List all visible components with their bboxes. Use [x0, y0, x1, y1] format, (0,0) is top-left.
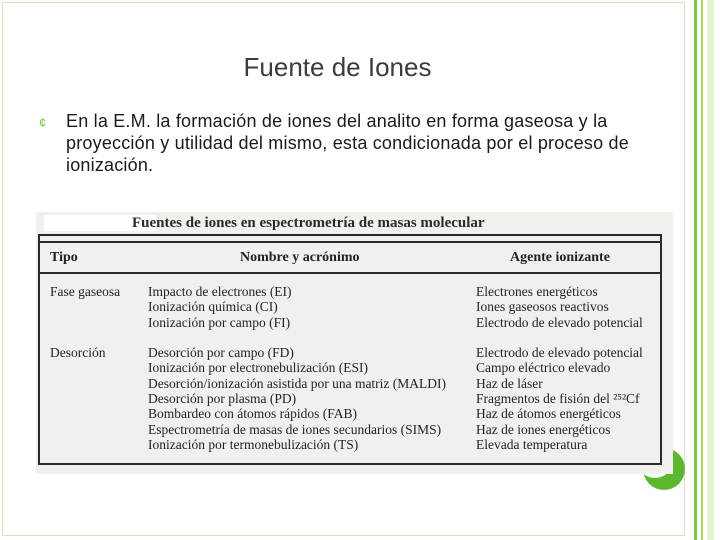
nombre-cell: Ionización química (CI) — [148, 299, 278, 315]
agente-column — [476, 284, 643, 452]
nombre-cell: Desorción por plasma (PD) — [148, 391, 297, 407]
green-bar — [701, 0, 703, 540]
nombre-cell: Ionización por electronebulización (ESI) — [148, 360, 369, 376]
header-tipo: Tipo — [50, 250, 78, 265]
nombre-cell: Ionización por campo (FI) — [148, 314, 291, 330]
figure-title: Fuentes de iones en espectrometría de masas molecular — [132, 215, 485, 231]
slide-title: Fuente de Iones — [243, 52, 432, 82]
agente-cell: Electrodo de elevado potencial — [476, 345, 643, 361]
light-green-bar — [707, 0, 714, 540]
agente-cell: Haz de átomos energéticos — [476, 406, 621, 422]
nombre-cell: Desorción/ionización asistida por una matriz (MALDI) — [148, 375, 447, 391]
nombre-column — [148, 284, 446, 452]
table-rule — [40, 272, 660, 274]
nombre-cell: Ionización por termonebulización (TS) — [148, 436, 359, 452]
table-rule — [40, 241, 660, 243]
agente-cell: Campo eléctrico elevado — [476, 360, 611, 376]
tipo-cell: Desorción — [50, 345, 106, 361]
bullet-icon: ¢ — [39, 115, 47, 130]
tipo-column — [50, 284, 120, 360]
agente-cell: Electrodo de elevado potencial — [476, 314, 643, 330]
agente-cell: Haz de iones energéticos — [476, 421, 611, 437]
agente-cell: Fragmentos de fisión del ²⁵²Cf — [476, 391, 640, 407]
header-nombre: Nombre y acrónimo — [240, 250, 360, 265]
agente-cell: Electrones energéticos — [476, 284, 598, 299]
nombre-cell: Impacto de electrones (EI) — [148, 284, 292, 299]
agente-cell: Haz de láser — [476, 375, 543, 391]
agente-cell: Elevada temperatura — [476, 436, 588, 452]
ion-sources-table — [38, 234, 662, 465]
nombre-cell: Bombardeo con átomos rápidos (FAB) — [148, 406, 357, 422]
body-paragraph: En la E.M. la formación de iones del analito en forma gaseosa y la proyección y utilidad del mismo, esta condicionada por el proceso de ionización. — [66, 111, 629, 175]
nombre-cell: Desorción por campo (FD) — [148, 345, 294, 361]
nombre-cell: Espectrometría de masas de iones secundarios (SIMS) — [148, 421, 442, 437]
agente-cell: Iones gaseosos reactivos — [476, 299, 609, 315]
header-agente: Agente ionizante — [510, 250, 610, 265]
decorative-side-bars — [684, 0, 720, 540]
green-bar — [694, 0, 697, 540]
tipo-cell: Fase gaseosa — [50, 284, 121, 299]
figure-header — [36, 212, 673, 234]
table-figure — [36, 212, 673, 474]
